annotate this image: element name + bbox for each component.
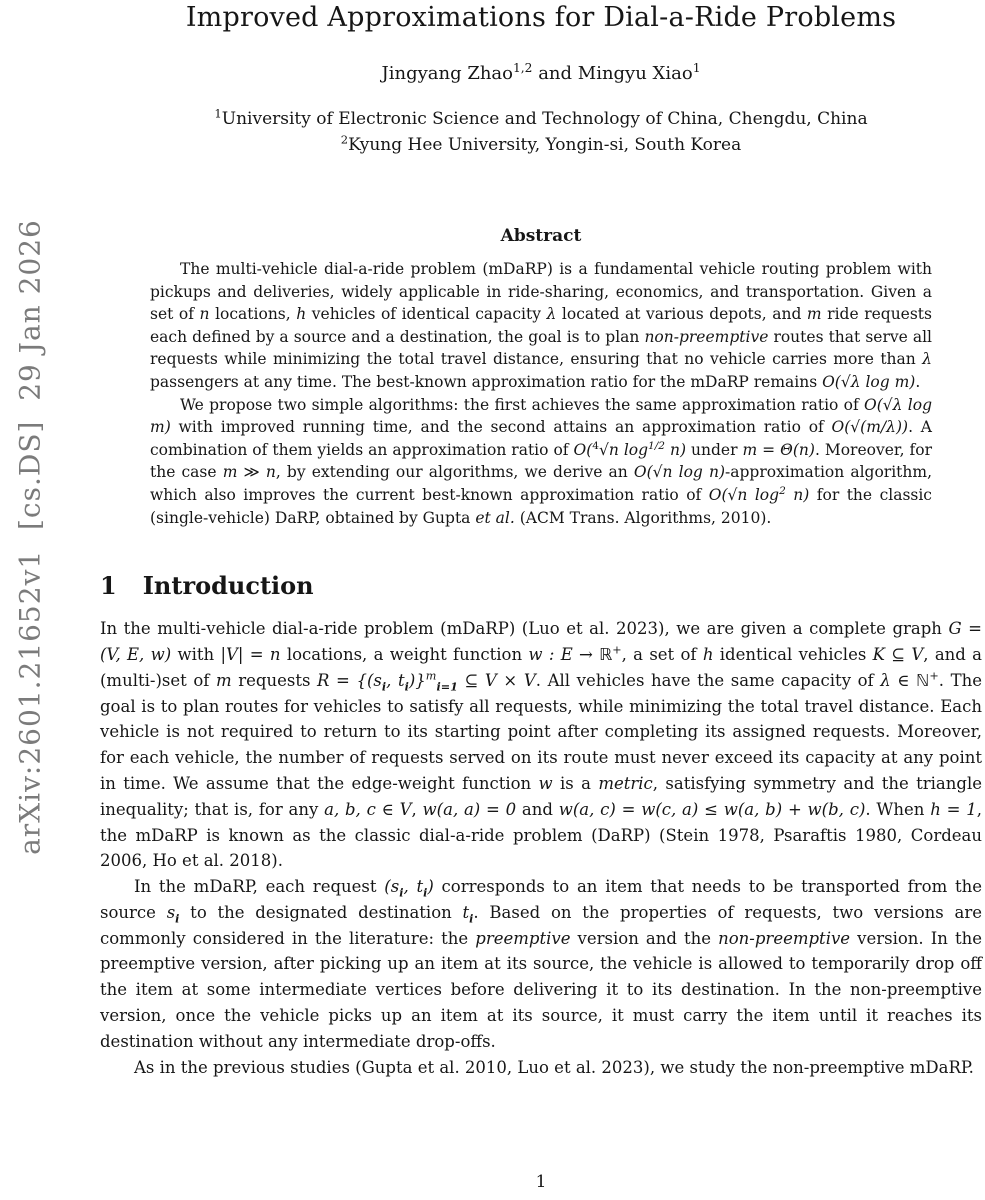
introduction-body [100, 616, 982, 1080]
paper-content [100, 0, 982, 1080]
intro-paragraph-3: As in the previous studies (Gupta et al. 2010, Luo et al. 2023), we study the non-preemptive mDaRP. [134, 1057, 974, 1077]
abstract-body [150, 258, 932, 529]
arxiv-watermark: arXiv:2601.21652v1 [cs.DS] 29 Jan 2026 [13, 219, 47, 855]
abstract-paragraph-2: We propose two simple algorithms: the first achieves the same approximation ratio of O(√λ log m) with improved running time, and the second attains an approximation ratio of O(√(m/λ)). A combination of them yields an approximation ratio of O($^4$√n $\log^{1/2} n$) under m = Θ(n). Moreover, for the case m ≫ n, by extending our algorithms, we derive an O(√n log n)-approximation algorithm, which also improves the current best-known approximation ratio of O(√n $\log^2 n$) for the classic (single-vehicle) DaRP, obtained by Gupta et al. (ACM Trans. Algorithms, 2010). [150, 395, 933, 527]
abstract-heading: Abstract [500, 226, 582, 246]
section-number: 1 [100, 571, 117, 601]
intro-paragraph-2: In the mDaRP, each request ($s_i$, $t_i$) corresponds to an item that needs to be transported from the source $s_i$ to the designated destination $t_i$. Based on the properties of requests, two versions are commonly considered in the literature: the preemptive version and the non-preemptive version. In the preemptive version, after picking up an item at its source, the vehicle is allowed to temporarily drop off the item at some intermediate vertices before delivering it to its destination. In the non-preemptive version, once the vehicle picks up an item at its source, it must carry the item until it reaches its destination without any intermediate drop-offs. [100, 877, 983, 1051]
paper-title: Improved Approximations for Dial-a-Ride Problems [185, 2, 897, 33]
authors-line: Jingyang Zhao$^{1,2}$ and Mingyu Xiao$^1$ [381, 61, 701, 84]
page-number: 1 [535, 1172, 547, 1192]
section-heading-introduction [100, 571, 982, 600]
affiliation-line-1: $^1$University of Electronic Science and Technology of China, Chengdu, China [214, 106, 868, 129]
abstract-paragraph-1: The multi-vehicle dial-a-ride problem (mDaRP) is a fundamental vehicle routing problem with pickups and deliveries, widely applicable in ride-sharing, economics, and transportation. Given a set of n locations, h vehicles of identical capacity λ located at various depots, and m ride requests each defined by a source and a destination, the goal is to plan non-preemptive routes that serve all requests while minimizing the total travel distance, ensuring that no vehicle carries more than λ passengers at any time. The best-known approximation ratio for the mDaRP remains O(√λ log m). [150, 260, 932, 391]
affiliations [100, 106, 982, 158]
intro-paragraph-1: In the multi-vehicle dial-a-ride problem (mDaRP) (Luo et al. 2023), we are given a complete graph G = (V, E, w) with |V| = n locations, a weight function w : E → ℝ+, a set of h identical vehicles K ⊆ V, and a (multi-)set of m requests $R = \{(s_i$, $t_i)\}^m_{i=1}$ ⊆ V × V. All vehicles have the same capacity of λ ∈ ℕ+. The goal is to plan routes for vehicles to satisfy all requests, while minimizing the total travel distance. Each vehicle is not required to return to its starting point after completing its assigned requests. Moreover, for each vehicle, the number of requests served on its route must never exceed its capacity at any point in time. We assume that the edge-weight function w is a metric, satisfying symmetry and the triangle inequality; that is, for any a, b, c ∈ V, w(a, a) = 0 and w(a, c) = w(c, a) ≤ w(a, b) + w(b, c). When h = 1, the mDaRP is known as the classic dial-a-ride problem (DaRP) (Stein 1978, Psaraftis 1980, Cordeau 2006, Ho et al. 2018). [100, 619, 982, 871]
affiliation-line-2: $^2$Kyung Hee University, Yongin-si, South Korea [340, 132, 742, 155]
section-title: Introduction [142, 571, 314, 601]
